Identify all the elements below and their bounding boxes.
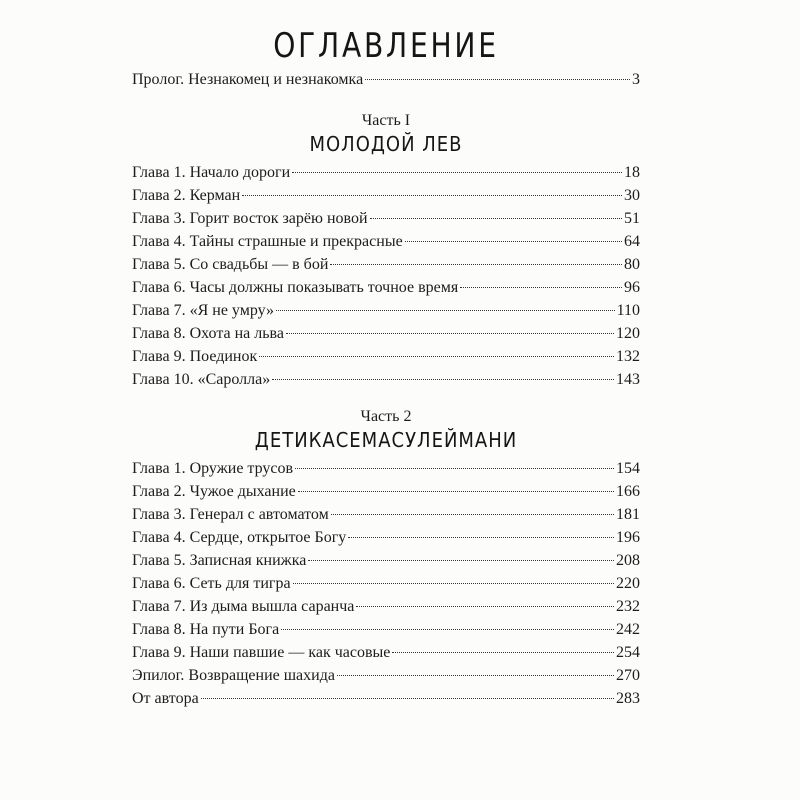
toc-entry-page: 196: [616, 529, 640, 546]
toc-entry-title: Глава 8. Охота на льва: [132, 325, 284, 342]
dot-leader: [337, 675, 614, 676]
dot-leader: [201, 698, 614, 699]
toc-entry-title: Глава 8. На пути Бога: [132, 621, 280, 638]
toc-entry-page: 132: [616, 348, 640, 365]
table-of-contents: [132, 24, 640, 710]
toc-entry: [132, 641, 640, 664]
toc-entry-page: 3: [632, 71, 640, 88]
toc-entry-page: 270: [616, 667, 640, 684]
part-label: Часть 2: [360, 408, 412, 425]
toc-entry: [132, 322, 640, 345]
toc-entry: [132, 480, 640, 503]
toc-entry-page: 220: [616, 575, 640, 592]
toc-entry-page: 283: [616, 690, 640, 707]
part-2-section: [132, 407, 640, 664]
toc-entry-page: 120: [616, 325, 640, 342]
toc-entry-title: Глава 7. Из дыма вышла саранча: [132, 598, 355, 615]
toc-entry: [132, 368, 640, 391]
toc-entry-page: 110: [616, 302, 640, 319]
dot-leader: [259, 356, 614, 357]
dot-leader: [293, 583, 614, 584]
dot-leader: [392, 652, 614, 653]
page-title: ОГЛАВЛЕНИЕ: [273, 26, 499, 66]
part-title: ДЕТИКАСЕМАСУЛЕЙМАНИ: [254, 428, 518, 452]
toc-entry: [132, 457, 640, 480]
dot-leader: [242, 195, 622, 196]
dot-leader: [286, 333, 614, 334]
toc-entry-title: Глава 6. Сеть для тигра: [132, 575, 291, 592]
dot-leader: [281, 629, 614, 630]
toc-entry-page: 154: [616, 460, 640, 477]
toc-entry-title: Глава 9. Поединок: [132, 348, 258, 365]
toc-entry: [132, 526, 640, 549]
dot-leader: [308, 560, 614, 561]
toc-entry-title: Глава 9. Наши павшие — как часовые: [132, 644, 391, 661]
dot-leader: [370, 218, 622, 219]
dot-leader: [330, 264, 622, 265]
toc-entry-page: 143: [616, 371, 640, 388]
toc-entry-epilogue: [132, 664, 640, 687]
toc-entry: [132, 230, 640, 253]
toc-entry: [132, 595, 640, 618]
toc-entry: [132, 161, 640, 184]
dot-leader: [348, 537, 614, 538]
dot-leader: [292, 172, 622, 173]
dot-leader: [331, 514, 614, 515]
toc-entry-page: 166: [616, 483, 640, 500]
toc-entry-title: Эпилог. Возвращение шахида: [132, 667, 335, 684]
toc-entry: [132, 345, 640, 368]
toc-entry-title: Глава 1. Оружие трусов: [132, 460, 294, 477]
toc-entry-title: Глава 2. Керман: [132, 187, 241, 204]
toc-entry-title: Глава 5. Со свадьбы — в бой: [132, 256, 329, 273]
toc-entry: [132, 207, 640, 230]
part-title: МОЛОДОЙ ЛЕВ: [309, 132, 463, 156]
toc-entry-title: От автора: [132, 690, 199, 707]
part-label: Часть I: [361, 112, 411, 129]
dot-leader: [365, 79, 630, 80]
dot-leader: [356, 606, 614, 607]
toc-entry-title: Глава 1. Начало дороги: [132, 164, 291, 181]
toc-entry-page: 30: [624, 187, 640, 204]
toc-entry-page: 51: [624, 210, 640, 227]
toc-entry-title: Глава 4. Сердце, открытое Богу: [132, 529, 347, 546]
dot-leader: [298, 491, 614, 492]
toc-entry: [132, 253, 640, 276]
toc-entry-title: Пролог. Незнакомец и незнакомка: [132, 71, 364, 88]
toc-entry-page: 232: [616, 598, 640, 615]
toc-entry: [132, 503, 640, 526]
toc-entry-page: 242: [616, 621, 640, 638]
toc-entry-title: Глава 4. Тайны страшные и прекрасные: [132, 233, 403, 250]
toc-entry: [132, 299, 640, 322]
toc-entry-title: Глава 6. Часы должны показывать точное время: [132, 279, 459, 296]
toc-entry: [132, 572, 640, 595]
dot-leader: [460, 287, 622, 288]
toc-entry: [132, 549, 640, 572]
toc-entry-title: Глава 3. Генерал с автоматом: [132, 506, 329, 523]
dot-leader: [276, 310, 615, 311]
toc-entry-page: 181: [616, 506, 640, 523]
toc-entry: [132, 184, 640, 207]
dot-leader: [272, 379, 614, 380]
toc-entry: [132, 618, 640, 641]
toc-entry-title: Глава 10. «Саролла»: [132, 371, 271, 388]
toc-entry-page: 64: [624, 233, 640, 250]
toc-entry: [132, 276, 640, 299]
dot-leader: [295, 468, 614, 469]
dot-leader: [405, 241, 622, 242]
toc-entry-title: Глава 3. Горит восток зарёю новой: [132, 210, 368, 227]
toc-entry-title: Глава 5. Записная книжка: [132, 552, 307, 569]
toc-entry-prologue: [132, 68, 640, 91]
toc-entry-page: 80: [624, 256, 640, 273]
toc-entry-page: 18: [624, 164, 640, 181]
part-1-section: [132, 111, 640, 391]
toc-entry-title: Глава 2. Чужое дыхание: [132, 483, 296, 500]
toc-entry-page: 96: [624, 279, 640, 296]
toc-entry-author-note: [132, 687, 640, 710]
toc-entry-page: 254: [616, 644, 640, 661]
toc-entry-page: 208: [616, 552, 640, 569]
toc-entry-title: Глава 7. «Я не умру»: [132, 302, 275, 319]
